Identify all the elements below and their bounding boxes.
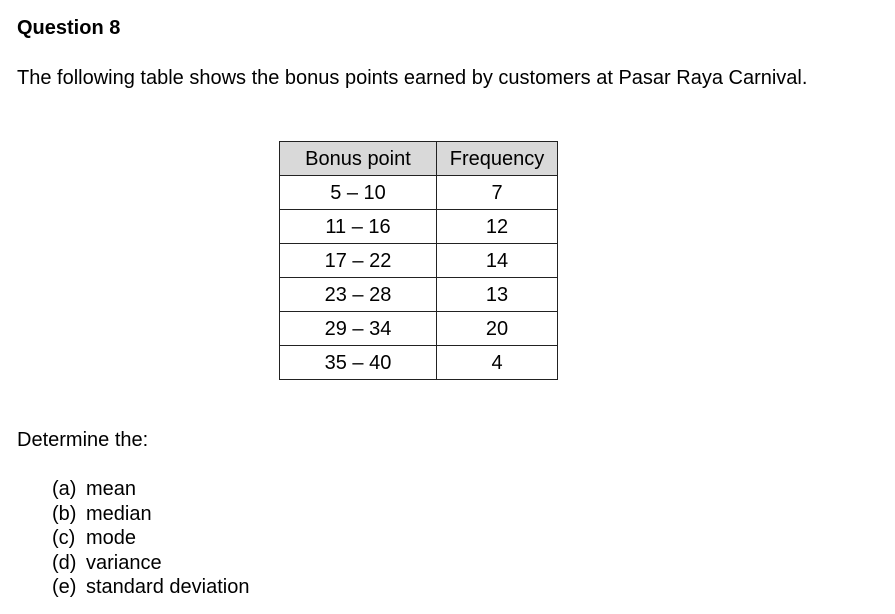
part-label: (d) xyxy=(52,551,77,574)
frequency-cell: 14 xyxy=(437,244,558,278)
table-row xyxy=(280,312,558,346)
frequency-cell: 13 xyxy=(437,278,558,312)
part-text: variance xyxy=(86,551,162,574)
table-header-row xyxy=(280,142,558,176)
list-item xyxy=(52,502,249,527)
list-item xyxy=(52,526,249,551)
table-row xyxy=(280,176,558,210)
bonus-range-cell: 23 – 28 xyxy=(280,278,437,312)
table-row xyxy=(280,210,558,244)
question-intro: The following table shows the bonus points earned by customers at Pasar Raya Carnival. xyxy=(17,67,808,89)
table-row xyxy=(280,278,558,312)
part-label: (b) xyxy=(52,502,77,525)
bonus-range-cell: 5 – 10 xyxy=(280,176,437,210)
bonus-range-cell: 35 – 40 xyxy=(280,346,437,380)
part-text: standard deviation xyxy=(86,576,250,598)
list-item xyxy=(52,477,249,502)
table-row xyxy=(280,346,558,380)
part-label: (e) xyxy=(52,576,77,598)
part-label: (a) xyxy=(52,478,77,500)
frequency-cell: 20 xyxy=(437,312,558,346)
header-frequency: Frequency xyxy=(437,142,558,176)
part-text: mode xyxy=(86,527,137,549)
part-label: (c) xyxy=(52,527,76,549)
bonus-frequency-table xyxy=(279,141,558,380)
task-parts-list xyxy=(52,477,249,600)
bonus-range-cell: 29 – 34 xyxy=(280,312,437,346)
table-row xyxy=(280,244,558,278)
question-heading: Question 8 xyxy=(17,17,121,39)
header-bonus-point: Bonus point xyxy=(280,142,437,176)
frequency-cell: 4 xyxy=(437,346,558,380)
list-item xyxy=(52,575,249,600)
bonus-range-cell: 11 – 16 xyxy=(280,210,437,244)
part-text: mean xyxy=(86,478,137,500)
bonus-range-cell: 17 – 22 xyxy=(280,244,437,278)
frequency-cell: 12 xyxy=(437,210,558,244)
part-text: median xyxy=(86,502,152,525)
list-item xyxy=(52,551,249,576)
frequency-cell: 7 xyxy=(437,176,558,210)
task-prompt: Determine the: xyxy=(17,429,149,451)
